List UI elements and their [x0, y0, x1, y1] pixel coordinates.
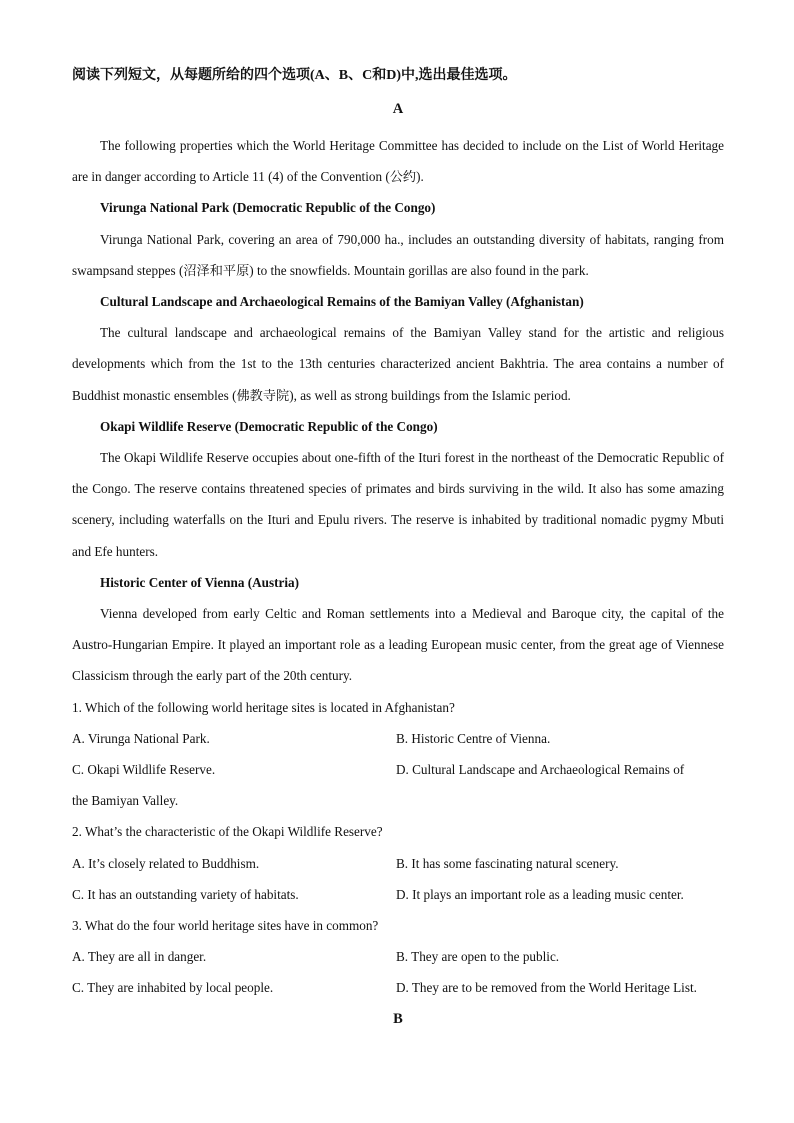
option-c: C. It has an outstanding variety of habitats.: [72, 886, 299, 902]
section-a-label: A: [392, 101, 404, 117]
question-options: [72, 941, 724, 1003]
question-3: [72, 910, 724, 1004]
instruction-text: 阅读下列短文，从每题所给的四个选项(A、B、C和D)中,选出最佳选项。: [72, 68, 517, 83]
site-text-bamiyan: The cultural landscape and archaeological remains of the Bamiyan Valley stand for the artistic and religious developments which from the 1st to the 13th centuries characterized ancient Bakhtria. The area contains a number of Buddhist monastic ensembles (佛教寺院), as well as strong buildings from the Islamic period.: [72, 325, 724, 403]
option-b: B. They are open to the public.: [396, 949, 560, 965]
section-b-label: B: [393, 1010, 403, 1027]
site-text-okapi: The Okapi Wildlife Reserve occupies about one-fifth of the Ituri forest in the northeast of the Democratic Republic of the Congo. The reserve contains threatened species of primates and birds surviving in the wild. It also has some amazing scenery, including waterfalls on the Ituri and Epulu rivers. The reserve is inhabited by traditional nomadic pygmy Mbuti and Efe hunters.: [72, 450, 724, 559]
document-page: [72, 64, 724, 1035]
question-stem: 1. Which of the following world heritage sites is located in Afghanistan?: [72, 699, 455, 715]
question-options: [72, 848, 724, 910]
option-c: C. Okapi Wildlife Reserve.: [72, 762, 216, 778]
option-a: A. They are all in danger.: [72, 949, 207, 965]
site-heading-virunga: Virunga National Park (Democratic Republic of the Congo): [100, 200, 436, 216]
option-b: B. It has some fascinating natural scenery.: [396, 855, 619, 871]
site-heading-okapi: Okapi Wildlife Reserve (Democratic Republic of the Congo): [100, 418, 438, 434]
site-text-vienna: Vienna developed from early Celtic and Roman settlements into a Medieval and Baroque city, the capital of the Austro-Hungarian Empire. It played an important role as a leading European music center, from the great age of Viennese Classicism through the early part of the 20th century.: [72, 606, 724, 684]
option-a: A. It’s closely related to Buddhism.: [72, 855, 260, 871]
question-2: [72, 816, 724, 910]
site-heading-bamiyan: Cultural Landscape and Archaeological Remains of the Bamiyan Valley (Afghanistan): [100, 294, 584, 310]
site-heading-vienna: Historic Center of Vienna (Austria): [100, 574, 300, 590]
question-options: [72, 723, 724, 817]
option-a: A. Virunga National Park.: [72, 730, 210, 746]
option-c: C. They are inhabited by local people.: [72, 980, 274, 996]
option-d: D. Cultural Landscape and Archaeological Remains of: [396, 762, 685, 778]
site-text-virunga: Virunga National Park, covering an area of 790,000 ha., includes an outstanding diversity of habitats, ranging from swampsand steppes (沼泽和平原) to the snowfields. Mountain gorillas are also found in the park.: [72, 231, 724, 278]
intro-paragraph: The following properties which the World Heritage Committee has decided to include on the List of World Heritage are in danger according to Article 11 (4) of the Convention (公约).: [72, 138, 724, 185]
option-d: D. It plays an important role as a leading music center.: [396, 886, 684, 902]
question-stem: 2. What’s the characteristic of the Okapi Wildlife Reserve?: [72, 824, 383, 840]
question-stem: 3. What do the four world heritage sites have in common?: [72, 918, 379, 934]
option-b: B. Historic Centre of Vienna.: [396, 730, 551, 746]
option-d: D. They are to be removed from the World Heritage List.: [396, 980, 697, 996]
question-1: [72, 692, 724, 817]
option-d-continued: the Bamiyan Valley.: [72, 793, 179, 809]
